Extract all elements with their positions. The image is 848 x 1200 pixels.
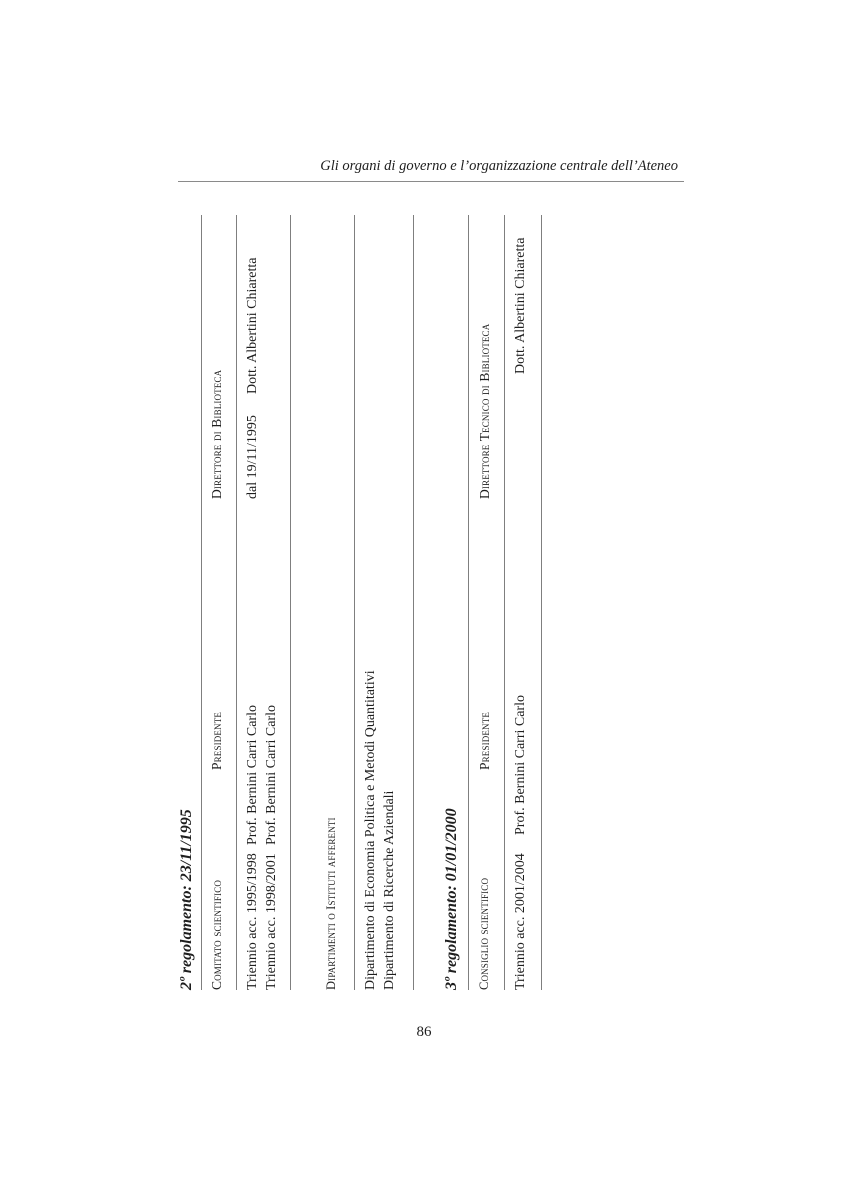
- section3-col2-header: Presidente: [477, 711, 492, 770]
- section3-title: 3º regolamento: 01/01/2000: [443, 808, 460, 990]
- rotated-table: [175, 215, 575, 990]
- page-number: 86: [416, 1024, 432, 1040]
- section2-title: 2º regolamento: 23/11/1995: [178, 809, 195, 990]
- section3-row1-director-name: Dott. Albertini Chiaretta: [513, 237, 528, 374]
- section2-col1-header: Comitato scientifico: [209, 880, 224, 990]
- section2-col3-header: Direttore di Biblioteca: [209, 369, 224, 499]
- section2-row2-period: Triennio acc. 1998/2001: [264, 853, 279, 990]
- section3-row1-period: Triennio acc. 2001/2004: [513, 853, 528, 990]
- section3-header-rule: [504, 215, 505, 990]
- section2-header-rule: [236, 215, 237, 990]
- section2-top-rule: [201, 215, 202, 990]
- department-item-2: Dipartimento di Ricerche Aziendali: [382, 790, 397, 990]
- section2-row1-director-date: dal 19/11/1995: [245, 415, 260, 499]
- departments-header-rule: [354, 215, 355, 990]
- departments-header: Dipartimenti o Istituti afferenti: [324, 817, 338, 990]
- section3-body-rule: [541, 215, 542, 990]
- section3-col3-header: Direttore Tecnico di Biblioteca: [477, 323, 492, 499]
- running-head: Gli organi di governo e l’organizzazione centrale dell’Ateneo: [320, 158, 678, 174]
- section3-top-rule: [468, 215, 469, 990]
- header-rule: [178, 181, 684, 182]
- section2-row1-president: Prof. Bernini Carri Carlo: [245, 705, 260, 845]
- section3-row1-president: Prof. Bernini Carri Carlo: [513, 695, 528, 835]
- section2-row1-period: Triennio acc. 1995/1998: [245, 853, 260, 990]
- section2-row1-director-name: Dott. Albertini Chiaretta: [245, 257, 260, 394]
- section2-body-rule: [290, 215, 291, 990]
- section2-row2-president: Prof. Bernini Carri Carlo: [264, 705, 279, 845]
- departments-rule: [413, 215, 414, 990]
- section3-col1-header: Consiglio scientifico: [477, 877, 491, 990]
- section2-col2-header: Presidente: [209, 711, 224, 770]
- department-item-1: Dipartimento di Economia Politica e Metodi Quantitativi: [363, 670, 378, 990]
